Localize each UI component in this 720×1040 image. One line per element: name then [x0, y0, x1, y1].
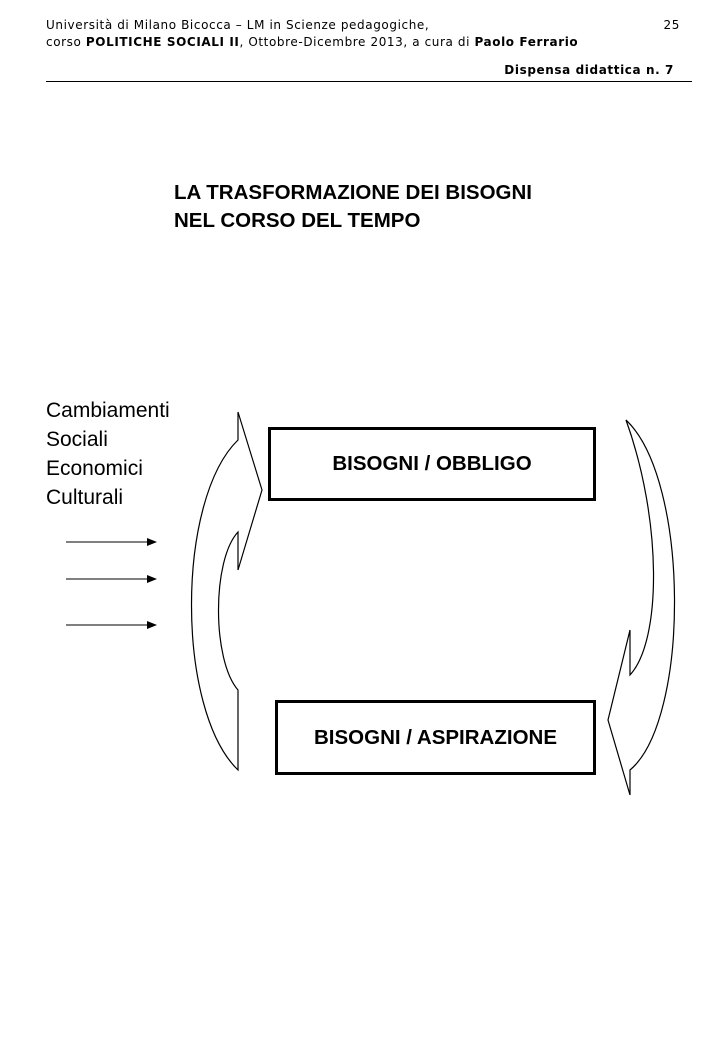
page-number: 25 — [663, 18, 680, 32]
right-curved-arrow — [608, 420, 675, 795]
page-title-line-2: NEL CORSO DEL TEMPO — [174, 209, 421, 232]
factor-cambiamenti: Cambiamenti — [46, 399, 170, 422]
header-course-dates: , Ottobre-Dicembre 2013, a cura di — [239, 35, 475, 49]
header-author: Paolo Ferrario — [474, 35, 579, 49]
box-bisogni-aspirazione-label: BISOGNI / ASPIRAZIONE — [314, 725, 557, 749]
box-bisogni-obbligo — [268, 427, 596, 501]
header-course-name: POLITICHE SOCIALI II — [85, 35, 240, 49]
header-course-prefix: corso — [46, 35, 86, 49]
header-institution: Università di Milano Bicocca – LM in Scienze pedagogiche, — [46, 18, 430, 32]
left-curved-arrow — [192, 412, 263, 770]
factor-economici: Economici — [46, 457, 143, 480]
page-title-line-1: LA TRASFORMAZIONE DEI BISOGNI — [174, 181, 532, 204]
factor-culturali: Culturali — [46, 486, 124, 509]
box-bisogni-aspirazione — [275, 700, 596, 775]
box-bisogni-obbligo-label: BISOGNI / OBBLIGO — [332, 452, 532, 475]
dispensa-label: Dispensa didattica n. 7 — [504, 63, 674, 77]
factor-sociali: Sociali — [46, 428, 108, 451]
